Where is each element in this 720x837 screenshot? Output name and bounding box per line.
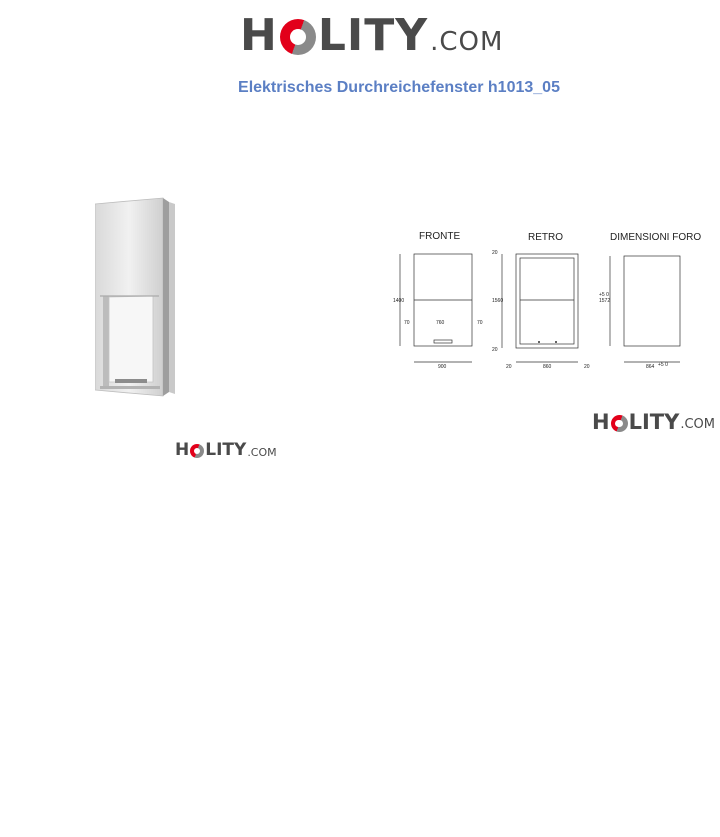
logo-o-icon — [190, 444, 204, 458]
back-bottom: 20 — [492, 347, 498, 353]
holity-logo-product — [175, 440, 277, 460]
front-inner-width: 760 — [436, 320, 445, 326]
logo-text-left: H — [592, 410, 610, 434]
front-width: 900 — [438, 364, 447, 370]
logo-text-right: LITY — [317, 10, 429, 61]
back-side-left: 20 — [506, 364, 512, 370]
holity-logo-drawing — [592, 410, 715, 434]
hole-width-tolerance: +5 0 — [658, 362, 668, 368]
back-width: 860 — [543, 364, 552, 370]
back-height: 1560 — [492, 298, 504, 304]
technical-drawing — [390, 224, 710, 374]
hole-width: 864 — [646, 364, 655, 370]
holity-logo-header[interactable] — [240, 10, 503, 61]
logo-text-left: H — [175, 440, 190, 460]
logo-suffix: .COM — [680, 417, 715, 432]
view-label-hole: DIMENSIONI FORO — [610, 232, 702, 243]
logo-text-right: LITY — [205, 440, 247, 460]
hole-height: 1572 — [599, 298, 611, 304]
logo-o-icon — [280, 19, 316, 55]
front-height: 1400 — [393, 298, 405, 304]
hole-height-tolerance: +5 0 — [599, 292, 609, 298]
logo-o-icon — [611, 415, 628, 432]
logo-suffix: .COM — [430, 27, 504, 57]
view-label-front: FRONTE — [419, 231, 461, 242]
logo-text-left: H — [240, 10, 278, 61]
logo-text-right: LITY — [628, 410, 680, 434]
back-top: 20 — [492, 250, 498, 256]
logo-suffix: .COM — [247, 446, 277, 459]
page-title: Elektrisches Durchreichefenster h1013_05 — [238, 79, 560, 96]
front-side-left: 70 — [404, 320, 410, 326]
view-label-back: RETRO — [528, 232, 563, 243]
front-side-right: 70 — [477, 320, 483, 326]
product-image — [95, 196, 177, 398]
back-side-right: 20 — [584, 364, 590, 370]
